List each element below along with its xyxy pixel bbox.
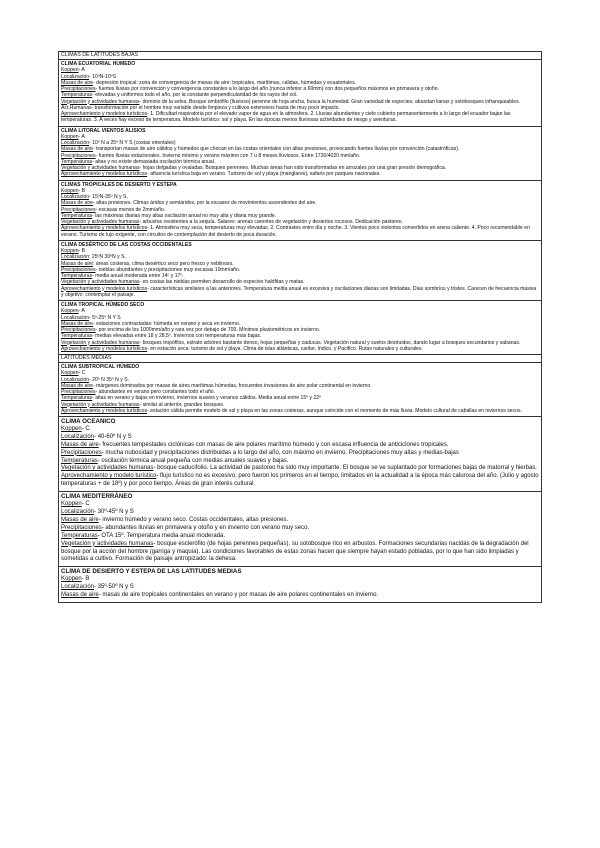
section-line (61, 584, 539, 592)
field-label: Koppen (61, 308, 79, 315)
field-text: - C (81, 501, 90, 508)
field-text: - bosques tropófilos, estrato arbóreo bastante denso, hojas pequeñas y caducas. Vegetación natural y suelos destruidos, dando lugar a bosques secundarios y sabanas. (139, 339, 521, 346)
document-page (58, 51, 542, 603)
field-label: Vegetación y actividades humanas (61, 401, 140, 408)
field-label: Temperaturas (61, 92, 93, 99)
field-text: - 40-60º N y S (94, 433, 132, 440)
field-text: - escasas menos de 2mm/año. (95, 206, 166, 213)
field-text: - A (78, 308, 85, 315)
field-label: Masas de aire (61, 320, 93, 327)
section-title: CLIMAS TROPICALES DE DESIERTO Y ESTEPA (61, 181, 177, 188)
field-label: Masas de aire (61, 146, 93, 153)
field-text: - bosque caducifolio. La actividad de pastoreo ha sido muy importante. El bosque se ve suplantado por formaciones bajas de matorral y hierbas. (153, 465, 537, 472)
field-text: - elevadas y uniformes todo el año, por la constante perpendicularidad de los rayos del sol. (92, 92, 298, 99)
field-label: Aprovechamiento y modelos turísticos (61, 285, 148, 292)
section-title: CLIMA DESÉRTICO DE LAS COSTAS OCCIDENTALES (61, 241, 192, 248)
heading-latitudes-bajas (58, 51, 542, 59)
field-text: - A (78, 67, 85, 74)
field-label: Precipitaciones (61, 389, 96, 395)
section-line (61, 576, 539, 584)
section-line (61, 111, 539, 124)
field-label: Masas de aire (61, 260, 93, 267)
field-label: Localización (61, 140, 90, 146)
section-line (61, 501, 539, 509)
field-label: Localización (61, 254, 90, 261)
field-text: - flujo turístico no es excesivo, pero fueron los primeros en el tiempo, limitados en la actualidad a la época más calurosa del año. (Julio y agosto temperaturas + de 18º) y por poco tiempo. Áreas de gran interés cultural. (61, 473, 539, 488)
field-text: - dominio de la selva. Bosque ombrófilo (lluvioso) perenne de hoja ancha, busca la humedad. Gran variedad de especies, abundan lianas y sotobosques infranqueables. Act.Humanas- transformación por el hombre muy variable desde limpieza y cultivos extensivos hasta de muy poco impacto. (61, 98, 521, 111)
section-title: CLIMA TROPICAL HÚMEDO SECO (61, 302, 145, 308)
field-text: - 15ºN-35º N y S. (89, 194, 128, 200)
field-label: Koppen (61, 248, 79, 254)
sections-bajas (58, 59, 542, 354)
field-label: Localización (61, 73, 90, 80)
field-text: - medias elevadas entre 18 y 28,5º. Inviernos con temperaturas más bajas. (92, 333, 262, 340)
heading-text: CLIMAS DE LATITUDES BAJAS (61, 52, 139, 58)
field-text: - depresión tropical: zona de convergencia de masas de aire: tropicales, marítimas, cálidas, húmedas y ecuatoriales. (93, 79, 357, 86)
climate-section (58, 566, 542, 603)
field-label: Aprovechamiento y modelo turístico (61, 473, 157, 480)
section-line (61, 434, 539, 442)
field-text: - 20º N 35º N y S. (89, 376, 130, 383)
field-text: - masas de aire tropicales continentales en verano y por masas de aire polares continentales en invierno. (98, 592, 379, 599)
field-text: - similar al anterior, grandes bosques. (139, 401, 225, 408)
field-text: - en estación seca: turismo de sol y playa. Clima de islas atlánticas, caribe, Indico, y Pacifico. Rutas naturales y culturales. (147, 345, 423, 352)
field-text: - fuertes lluvias estacionales. Invierno mínimo y verano máximo con 7 u 8 meses lluviosos. Entre 1730/4020 mm/año. (95, 152, 361, 159)
field-text: - B (81, 576, 90, 583)
field-label: Aprovechamiento y modelos turísticos (61, 225, 148, 232)
field-text: - B (78, 248, 86, 254)
section-line (61, 517, 539, 525)
field-text: - nieblas abundantes y precipitaciones muy escasas 10mm/año. (95, 266, 241, 273)
field-text: - altas en verano y bajas en invierno, inviernos suaves y veranos cálidos. Media anual entre 15º y 22º (92, 395, 321, 402)
field-label: Aprovechamiento y modelos turísticos (61, 345, 148, 352)
section-title: CLIMA OCEANICO (61, 418, 116, 425)
field-text: - altas presiones. Climas áridos y semiáridos, por la escasez de movimientos ascendentes del aire. (93, 200, 317, 207)
field-label: Vegetación y actividades humanas (61, 219, 140, 225)
climate-section (58, 362, 542, 416)
field-label: Vegetación y actividades humanas (61, 279, 140, 286)
field-text: - C (78, 370, 86, 377)
sections-medias (58, 362, 542, 416)
field-label: Masas de aire (61, 516, 99, 523)
section-title: CLIMA ECUATORIAL HUMEDO (61, 61, 136, 67)
field-label: Localización (61, 508, 95, 515)
field-text: - márgenes dominados por masas de aires marítimas húmedas, frecuentes invasiones de aire polar continental en invierno. (93, 382, 372, 389)
field-label: Temperaturas (61, 158, 93, 165)
field-text: - 35º-50º N y S (94, 584, 134, 591)
field-label: Vegetación y actividades humanas (61, 540, 154, 547)
field-label: Localización (61, 584, 95, 591)
section-line (61, 509, 539, 517)
section-line (61, 442, 539, 450)
sections-medias-large (58, 416, 542, 603)
field-text: - transportan masas de aire cálidos y húmedos que chocan en las costas orientales con altas presiones, provocando fuertes lluvias por convención (catastróficas). (93, 146, 460, 153)
field-label: Masas de aire (61, 79, 93, 86)
field-label: Koppen (61, 133, 79, 140)
field-text: - abundantes en verano pero constantes todo el año. (95, 389, 216, 395)
field-text: - por encima de los 1000mm/año y rara vez por debajo de 700. Mínimos pluviométricos en invierno. (95, 327, 321, 333)
climate-section (58, 59, 542, 126)
field-label: Koppen (61, 67, 79, 74)
section-title: CLIMA LITORAL VIENTOS ALISIOS (61, 127, 146, 134)
field-text: - 30º-45º N y S (94, 508, 134, 515)
section-line (61, 346, 539, 352)
climate-section (58, 300, 542, 354)
field-label: Localización (61, 433, 95, 440)
field-label: Temperaturas (61, 395, 93, 402)
field-label: Vegetación y actividades humanas (61, 465, 154, 472)
section-line (61, 450, 539, 458)
section-title: CLIMA MEDITERRÁNEO (61, 493, 133, 501)
field-label: Precipitaciones (61, 327, 96, 333)
climate-section (58, 416, 542, 491)
field-label: Precipitaciones (61, 86, 96, 92)
field-label: Koppen (61, 501, 82, 508)
field-label: Precipitaciones (61, 524, 102, 531)
field-label: Koppen (61, 425, 82, 432)
field-text: - estación cálida permite modelo de sol y playa en las zonas costeras, aunque coincide con el momento de más lluvia. Modelo cultural de caballas en inviernos secos. (147, 407, 522, 414)
field-label: Masas de aire (61, 592, 99, 599)
heading-latitudes-medias (58, 354, 542, 362)
field-label: Aprovechamiento y modelos turísticos (61, 171, 148, 178)
section-line (61, 408, 539, 414)
field-text: - frecuentes tempestades ciclónicas con masas de aire polares marítimo húmedo y con escasa influencia de anticiclones tropicales. (98, 441, 449, 448)
field-text: - C (81, 425, 90, 432)
section-line (61, 533, 539, 541)
section-line (61, 473, 539, 489)
field-text: - las máximas diarias muy altas oscilación anual no muy alta y diaria muy grande. (92, 212, 277, 219)
field-label: Precipitaciones (61, 266, 96, 273)
field-label: Temperaturas (61, 532, 98, 539)
field-label: Masas de aire (61, 200, 93, 207)
field-label: Vegetación y actividades humanas (61, 165, 140, 171)
field-text: - bosque esclerófilo (de hojas perennes pequeñas), su sotobosque rico en arbustos. Formaciones secundarias nacidas de la degradación del bosque por la acción del hombre (garriga y maquia). Las condiciones favorables de estas zonas hacen que siempre hayan estado pobladas, por lo que han sido limpiadas y sometidas a cultivo. Formación de paisaje antropizado: la dehesa. (61, 540, 529, 563)
field-text: - mucha nubosidad y precipitaciones distribuidas a lo largo del año, con máximo en invierno. Precipitaciones muy altas y medias-bajas (101, 449, 459, 456)
heading-text: LATITUDES MEDIAS (61, 355, 112, 361)
field-label: Vegetación y actividades humanas (61, 339, 140, 346)
field-label: Localización (61, 314, 90, 321)
field-label: Localización (61, 376, 90, 383)
field-label: Koppen (61, 576, 82, 583)
field-text: - fuertes lluvias por convención y convergencia constantes a lo largo del año (nunca inferior a 60mm) con dos pequeños máximos en primavera y otoño. (95, 86, 439, 92)
field-text: - 1. Atmosfera muy seca, temperaturas muy elevadas. 2. Contrastes entre día y noche. 3. Vientos poco violentos convertidos en arena caliente. 4. Poco recomendable en verano. Turismo de lujo exigente, con circuitos de contemplación del desierto de poca duración. (61, 225, 530, 238)
field-text: - B (78, 187, 86, 194)
field-label: Localización (61, 194, 90, 200)
field-label: Temperaturas (61, 212, 93, 219)
field-text: - características similares a las anteriores. Temperatura media anual es excesiva y oscilaciones diarias son limitadas. Días sombríos y tristes. Carecen de frecuencia masiva y objetivo: contemplar el paisaje. (61, 285, 537, 298)
climate-section (58, 491, 542, 566)
climate-section (58, 240, 542, 300)
field-label: Precipitaciones (61, 152, 96, 159)
field-text: - media anual moderada entre 14º y 17º. (92, 273, 184, 279)
field-text: - 10ºN-10ºS (89, 73, 116, 80)
climate-section (58, 180, 542, 240)
field-label: Precipitaciones (61, 206, 96, 213)
section-line (61, 541, 539, 565)
field-label: Masas de aire (61, 441, 99, 448)
field-text: - oscilación térmica anual pequeña con medias anuales suaves y bajas. (97, 457, 289, 464)
field-text: : 25ºN 30ºN y S. (89, 254, 126, 261)
field-text: - estaciones contrastadas: húmeda en verano y seca en invierno. (93, 320, 241, 327)
field-text: - afluencia turística baja en verano. Turismo de sol y playa (manglares), safaris por parques nacionales. (147, 171, 381, 178)
field-text: - en costas las nieblas permiten desarrollo de especies halófitas y matas. (139, 279, 305, 286)
field-text: - arbustos resistentes a la sequía. Salares: arenas carentes de vegetación y desiertos rocosos. Dedicación pastoreo. (139, 219, 404, 225)
field-text: - abundantes lluvias en primavera y otoño y en invierno con verano muy seco. (101, 524, 310, 531)
field-text: - A (78, 133, 85, 140)
section-title: CLIMA DE DESIERTO Y ESTEPA DE LAS LATITUDES MEDIAS (61, 568, 242, 576)
field-text: - 5º-25º N Y S (89, 314, 121, 321)
field-text: - altas y no existe demasiada oscilación térmica anual. (92, 158, 216, 165)
field-label: Vegetación y actividades humanas (61, 98, 140, 105)
section-line (61, 465, 539, 473)
section-line (61, 426, 539, 434)
field-text: - 10º N a 25º N Y S (costas orientales) (89, 140, 176, 146)
section-line (61, 286, 539, 299)
section-line (61, 225, 539, 238)
field-label: Precipitaciones (61, 449, 102, 456)
section-line (61, 458, 539, 466)
field-text: - invierno húmedo y verano seco. Costas occidentales, altas presiones. (98, 516, 289, 523)
field-text: - hojas delgadas y ovaladas. Bosques perennes. Muchas áreas han sido transformadas en arrozales por una gran presión demográfica. (139, 165, 447, 171)
section-line (61, 525, 539, 533)
section-line (61, 171, 539, 177)
field-label: Temperaturas (61, 333, 93, 340)
section-line (61, 592, 539, 600)
field-label: Aprovechamiento y modelos turísticos (61, 407, 148, 414)
climate-section (58, 126, 542, 180)
field-text: - 1. Dificultad respiratoria por el elevado vapor de agua en la atmosfera. 2. Lluvias abundantes y cielo cubierto permanentemente a lo largo del ecuador bajan las temperaturas. 3. A veces hay exceso de temperatura. Modelo turístico: sol y playa. En las épocas menos lluviosas actividades de riesgo y aventuras. (61, 111, 511, 124)
section-line (61, 99, 539, 112)
field-label: Temperaturas (61, 273, 93, 279)
field-label: Aprovechamiento y modelos turísticos (61, 111, 148, 117)
field-text: - OTA 15º. Temperatura media anual moderada. (97, 532, 226, 539)
field-label: Temperaturas (61, 457, 98, 464)
field-label: Koppen (61, 370, 79, 377)
field-text: : áreas costeras, clima desértico seco pero fresco y neblinoso. (93, 260, 234, 267)
field-label: Koppen (61, 187, 79, 194)
field-label: Masas de aire (61, 382, 93, 389)
section-title: CLIMA SUBTROPICAL HÚMEDO (61, 364, 140, 370)
